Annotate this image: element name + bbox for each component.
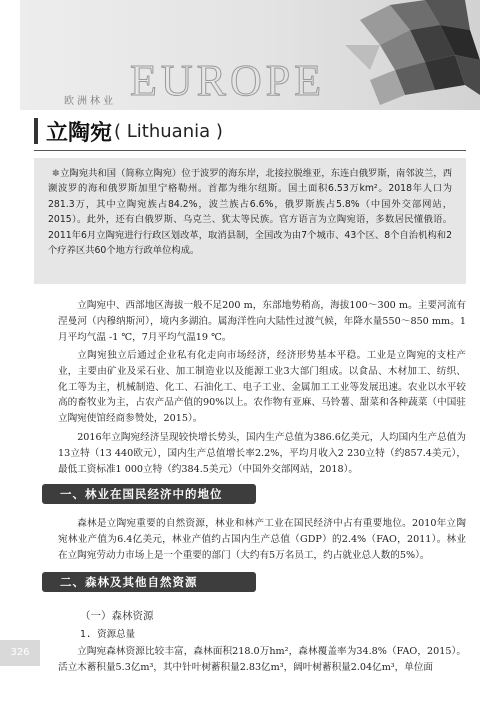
section-header-economy: 一、林业在国民经济中的地位 (42, 484, 256, 504)
summary-text: 立陶宛共和国（简称立陶宛）位于波罗的海东岸，北接拉脱维亚，东连白俄罗斯，南邻波兰，西濒波罗的海和俄罗斯加里宁格勒州。首都为维尔纽斯。国土面积6.53万km²。2018年人口为281.3万，其中立陶宛族占84.2%，波兰族占6.6%，俄罗斯族占5.8%（中国外交部网站，2015）。此外，还有白俄罗斯、乌克兰、犹太等民族。官方语言为立陶宛语，多数居民懂俄语。2011年6月立陶宛进行行政区划改革，取消县制，全国改为由7个城市、43个区、8个自治机构和2个疗养区共60个地方行政单位构成。 (48, 168, 452, 257)
paragraph-geography: 立陶宛中、西部地区海拔一般不足200 m，东部地势稍高，海拔100～300 m。主要河流有涅曼河（内穆纳斯河），境内多湖泊。属海洋性向大陆性过渡气候，年降水量550～850 mm。1月平均气温 -1 ℃，7月平均气温19 ℃。 (58, 300, 466, 343)
paragraph-economy: 立陶宛独立后通过企业私有化走向市场经济，经济形势基本平稳。工业是立陶宛的支柱产业，主要由矿业及采石业、加工制造业以及能源工业3大部门组成。以食品、木材加工、纺织、化工等为主，机械制造、化工、石油化工、电子工业、金属加工工业等发展迅速。农业以水平较高的畜牧业为主，占农产品产值的90%以上。农作物有亚麻、马铃薯、甜菜和各种蔬菜（中国驻立陶宛使馆经商参赞处，2015）。 (58, 350, 466, 425)
region-watermark: EUROPE (130, 56, 326, 105)
title-accent-bar (34, 118, 38, 144)
subheading-forest-resources: （一）森林资源 (80, 610, 154, 622)
title-english: ( Lithuania ) (114, 120, 223, 142)
subheading-total-resources: 1. 资源总量 (80, 629, 136, 640)
paragraph-forestry-role: 森林是立陶宛重要的自然资源，林业和林产工业在国民经济中占有重要地位。2010年立陶宛林业产值为6.4亿美元，林业产值约占国内生产总值（GDP）的2.4%（FAO，2011）。林业在立陶宛劳动力市场上是一个重要的部门（大约有5万名员工，约占就业总人数的5%）。 (58, 518, 466, 561)
paragraph-forest-area: 立陶宛森林资源比较丰富，森林面积218.0万hm²，森林覆盖率为34.8%（FAO，2015）。活立木蓄积量5.3亿m³，其中针叶树蓄积量2.83亿m³，阔叶树蓄积量2.04亿m³，单位面 (58, 646, 466, 673)
paragraph-gdp: 2016年立陶宛经济呈现较快增长势头，国内生产总值为386.6亿美元，人均国内生产总值为13立特（13 440欧元），国内生产总值增长率2.2%，平均月收入2 230立特（约857.4美元），最低工资标准1 000立特（约384.5美元）（中国外交部网站，2018）。 (58, 432, 466, 475)
summary-box (34, 158, 466, 284)
chapter-banner (20, 0, 480, 110)
page-number: 326 (0, 640, 40, 666)
section-header-resources: 二、森林及其他自然资源 (42, 572, 256, 592)
title-divider (34, 150, 466, 151)
leaf-icon: ✽ (52, 169, 60, 179)
category-label: 欧洲林业 (64, 96, 116, 107)
country-title (34, 113, 223, 149)
title-chinese: 立陶宛 (46, 120, 113, 146)
